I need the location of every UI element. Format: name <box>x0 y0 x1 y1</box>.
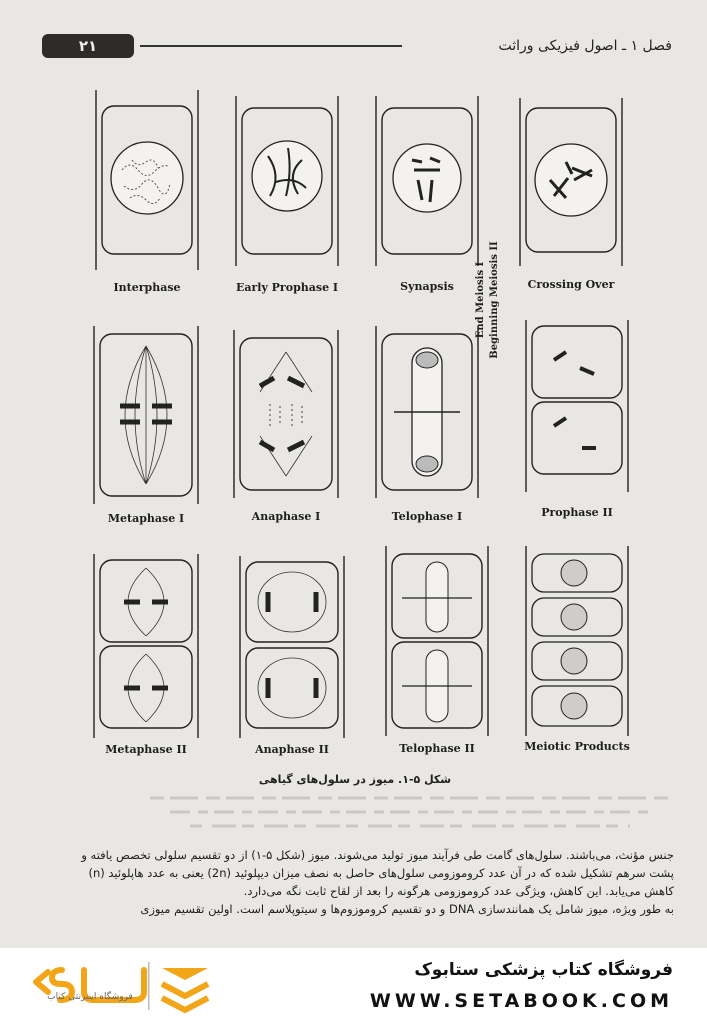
anaphase-ii-drawing <box>236 556 348 738</box>
cell-anaphase-i <box>230 330 342 498</box>
body-line-1: جنس مؤنث، می‌باشند. سلول‌های گامت طی فرآیند میوز تولید می‌شوند. میوز (شکل ۵-۱) از دو تقسیم سلولی تخصص یافته و <box>81 848 674 862</box>
metaphase-i-drawing <box>90 326 202 504</box>
cell-prophase-ii <box>522 320 632 492</box>
body-text <box>18 846 674 918</box>
cell-early-prophase <box>232 96 342 266</box>
cell-anaphase-ii <box>236 556 348 738</box>
label-telophase-i: Telophase I <box>391 510 463 523</box>
interphase-drawing <box>92 90 202 270</box>
anaphase-i-drawing <box>230 330 342 498</box>
beginning-meiosis-ii-label: Beginning Meiosis II <box>489 241 500 359</box>
cell-metaphase-i <box>90 326 202 504</box>
store-url[interactable]: WWW.SETABOOK.COM <box>369 990 673 1012</box>
cell-meiotic-products <box>522 546 632 736</box>
body-line-3: کاهش می‌یابد. این کاهش، ویژگی عدد کروموزومی هرگونه را بعد از لقاح ثابت نگه می‌دارد. <box>243 884 674 898</box>
early-prophase-drawing <box>232 96 342 266</box>
crossing-over-drawing <box>516 98 626 266</box>
body-line-2: پشت سرهم تشکیل شده که در آن عدد کروموزومی سلول‌های حاصل به نصف میزان دیپلوئید (2n) یعنی به عدد هاپلوئید (n) <box>88 866 674 880</box>
page-header <box>32 34 672 60</box>
meiotic-products-drawing <box>522 546 632 736</box>
label-anaphase-i: Anaphase I <box>251 510 321 523</box>
label-metaphase-i: Metaphase I <box>107 512 185 525</box>
label-prophase-ii: Prophase II <box>541 506 613 519</box>
label-synapsis: Synapsis <box>400 280 454 293</box>
cell-telophase-ii <box>382 546 492 736</box>
label-metaphase-ii: Metaphase II <box>105 743 187 756</box>
figure-caption: شکل ۵-۱. میوز در سلول‌های گیاهی <box>258 773 452 786</box>
setabook-logo <box>22 956 252 1018</box>
telophase-ii-drawing <box>382 546 492 736</box>
meiosis-transition-label <box>474 240 514 360</box>
label-anaphase-ii: Anaphase II <box>255 743 329 756</box>
cell-synapsis <box>372 96 482 266</box>
chapter-title: فصل ۱ ـ اصول فیزیکی وراثت <box>498 38 672 54</box>
label-telophase-ii: Telophase II <box>399 742 475 755</box>
synapsis-drawing <box>372 96 482 266</box>
label-meiotic-products: Meiotic Products <box>524 740 630 753</box>
cell-crossing-over <box>516 98 626 266</box>
bleed-through-texture <box>130 790 690 830</box>
cell-interphase <box>92 90 202 270</box>
header-rule <box>140 45 402 47</box>
label-interphase: Interphase <box>113 281 181 294</box>
telophase-i-drawing <box>372 326 482 498</box>
store-name: فروشگاه کتاب پزشکی ستابوک <box>414 960 673 980</box>
store-footer-banner <box>0 948 707 1024</box>
prophase-ii-drawing <box>522 320 632 492</box>
metaphase-ii-drawing <box>90 554 202 738</box>
logo-tagline: فروشگاه اینترنتی کتاب <box>47 992 133 1002</box>
cell-telophase-i <box>372 326 482 498</box>
label-early-prophase: Early Prophase I <box>235 281 339 294</box>
label-crossing-over: Crossing Over <box>527 278 615 291</box>
page-number: ۲۱ <box>42 34 134 58</box>
body-line-4: به طور ویژه، میوز شامل یک همانندسازی DNA و دو تقسیم کروموزوم‌ها و سیتوپلاسم است. اولین تقسیم میوزی <box>140 902 674 916</box>
end-meiosis-i-label: End Meiosis I <box>475 261 486 339</box>
cell-metaphase-ii <box>90 554 202 738</box>
